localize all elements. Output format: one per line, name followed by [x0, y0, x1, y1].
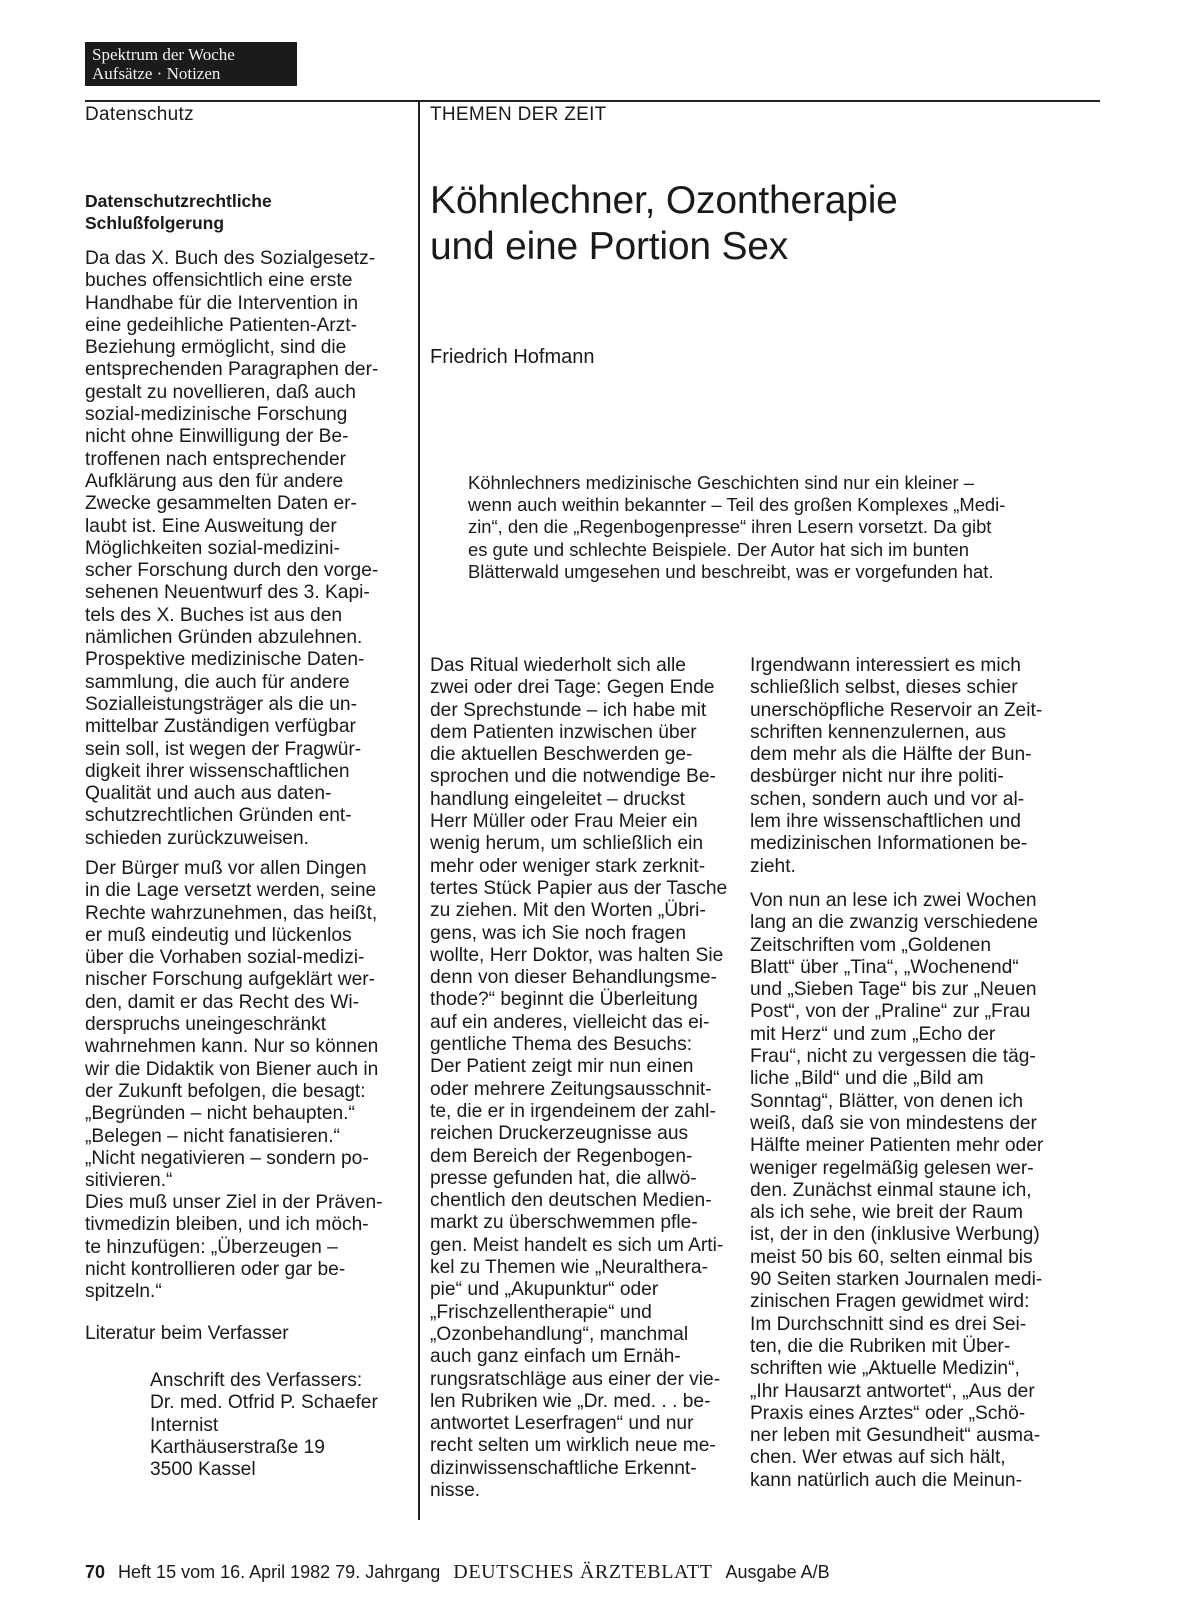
article-lede: Köhnlechners medizinische Geschichten sind nur ein kleiner – wenn auch weithin bekannter – Teil des großen Komplexes „Medi- zin“, den die „Regenbogenpresse“ ihren Lesern vorsetzt. Da gibt es gute und schlechte Beispiele. Der Autor hat sich im bunten Blätterwald umgesehen und beschreibt, was er vorgefunden hat. — [468, 472, 1006, 582]
section-badge — [85, 42, 297, 86]
article-column-2-paragraph-1: Irgendwann interessiert es mich schließlich selbst, dieses schier unerschöpfliche Reservoir an Zeit- schriften kennenzulernen, aus dem mehr als die Hälfte der Bun- desbürger nicht nur ihre politi- schen, sondern auch und vor al- lem ihre wissenschaftlichen und medizinischen Informationen be- zieht. — [750, 655, 1043, 877]
literature-note: Literatur beim Verfasser — [85, 1323, 289, 1344]
badge-line-2: Aufsätze · Notizen — [92, 64, 221, 83]
left-paragraph-2: Der Bürger muß vor allen Dingen in die Lage versetzt werden, seine Rechte wahrzunehmen, das heißt, er muß eindeutig und lückenlos über die Vorhaben sozial-medizi- nischer Forschung aufgeklärt wer- den, damit er das Recht des Wi- derspruchs uneingeschränkt wahrnehmen kann. Nur so können wir die Didaktik von Biener auch in der Zukunft befolgen, die besagt: „Begründen – nicht behaupten.“ „Belegen – nicht fanatisieren.“ „Nicht negativieren – sondern po- sitivieren.“ — [85, 858, 379, 1192]
left-paragraph-3: Dies muß unser Ziel in der Präven- tivmedizin bleiben, und ich möch- te hinzufügen: „Überzeugen – nicht kontrollieren oder gar be- spitzeln.“ — [85, 1192, 383, 1303]
page-footer — [85, 1561, 830, 1584]
left-subheading: Datenschutzrechtliche Schlußfolgerung — [85, 191, 272, 233]
left-section-label: Datenschutz — [85, 104, 194, 125]
badge-line-1: Spektrum der Woche — [92, 45, 235, 64]
top-rule — [85, 100, 1100, 102]
article-author: Friedrich Hofmann — [430, 346, 595, 368]
author-address: Anschrift des Verfassers: Dr. med. Otfrid P. Schaefer Internist Karthäuserstraße 19 3500 Kassel — [150, 1370, 378, 1481]
article-title: Köhnlechner, Ozontherapie und eine Portion Sex — [430, 179, 898, 268]
right-section-label: THEMEN DER ZEIT — [430, 104, 607, 125]
article-column-2-paragraph-2: Von nun an lese ich zwei Wochen lang an die zwanzig verschiedene Zeitschriften vom „Goldenen Blatt“ über „Tina“, „Wochenend“ und „Sieben Tage“ bis zur „Neuen Post“, von der „Praline“ zur „Frau mit Herz“ und zum „Echo der Frau“, nicht zu vergessen die täg- liche „Bild“ und die „Bild am Sonntag“, Blätter, von denen ich weiß, daß sie von mindestens der Hälfte meiner Patienten mehr oder weniger regelmäßig gelesen wer- den. Zunächst einmal staune ich, als ich sehe, wie breit der Raum ist, der in den (inklusive Werbung) meist 50 bis 60, selten einmal bis 90 Seiten starken Journalen medi- zinischen Fragen gewidmet wird: Im Durchschnitt sind es drei Sei- ten, die die Rubriken mit Über- schriften wie „Aktuelle Medizin“, „Ihr Hausarzt antwortet“, „Aus der Praxis eines Arztes“ oder „Schö- ner leben mit Gesundheit“ ausma- chen. Wer etwas auf sich hält, kann natürlich auch die Meinun- — [750, 890, 1044, 1491]
article-column-1: Das Ritual wiederholt sich alle zwei oder drei Tage: Gegen Ende der Sprechstunde – ich habe mit dem Patienten inzwischen über die aktuellen Beschwerden ge- sprochen und die notwendige Be- handlung eingeleitet – druckst Herr Müller oder Frau Meier ein wenig herum, um schließlich ein mehr oder weniger stark zerknit- tertes Stück Papier aus der Tasche zu ziehen. Mit den Worten „Übri- gens, was ich Sie noch fragen wollte, Herr Doktor, was halten Sie denn von dieser Behandlungsme- thode?“ beginnt die Überleitung auf ein anderes, vielleicht das ei- gentliche Thema des Besuchs: Der Patient zeigt mir nun einen oder mehrere Zeitungsausschnit- te, die er in irgendeinem der zahl- reichen Druckerzeugnisse aus dem Bereich der Regenbogen- presse gefunden hat, die allwö- chentlich den deutschen Medien- markt zu überschwemmen pfle- gen. Meist handelt es sich um Arti- kel zu Themen wie „Neuralthera- pie“ und „Akupunktur“ oder „Frischzellentherapie“ und „Ozonbehandlung“, manchmal auch ganz einfach um Ernäh- rungsratschläge aus einer der vie- len Rubriken wie „Dr. med. . . be- antwortet Leserfragen“ und nur recht selten um wirklich neue me- dizinwissenschaftliche Erkennt- nisse. — [430, 655, 728, 1501]
column-divider — [418, 100, 420, 1520]
edition-label: Ausgabe A/B — [725, 1562, 830, 1582]
issue-info: Heft 15 vom 16. April 1982 79. Jahrgang — [118, 1562, 441, 1582]
journal-name: DEUTSCHES ÄRZTEBLATT — [453, 1561, 713, 1583]
page-number: 70 — [85, 1562, 106, 1582]
left-paragraph-1: Da das X. Buch des Sozialgesetz- buches offensichtlich eine erste Handhabe für die Intervention in eine gedeihliche Patienten-Arzt- Beziehung ermöglicht, sind die entsprechenden Paragraphen der- gestalt zu novellieren, daß auch sozial-medizinische Forschung nicht ohne Einwilligung der Be- troffenen nach entsprechender Aufklärung aus den für andere Zwecke gesammelten Daten er- laubt ist. Eine Ausweitung der Möglichkeiten sozial-medizini- scher Forschung durch den vorge- sehenen Neuentwurf des 3. Kapi- tels des X. Buches ist aus den nämlichen Gründen abzulehnen. Prospektive medizinische Daten- sammlung, die auch für andere Sozialleistungsträger als die un- mittelbar Zuständigen verfügbar sein soll, ist wegen der Fragwür- digkeit ihrer wissenschaftlichen Qualität und auch aus daten- schutzrechtlichen Gründen ent- schieden zurückzuweisen. — [85, 248, 379, 849]
